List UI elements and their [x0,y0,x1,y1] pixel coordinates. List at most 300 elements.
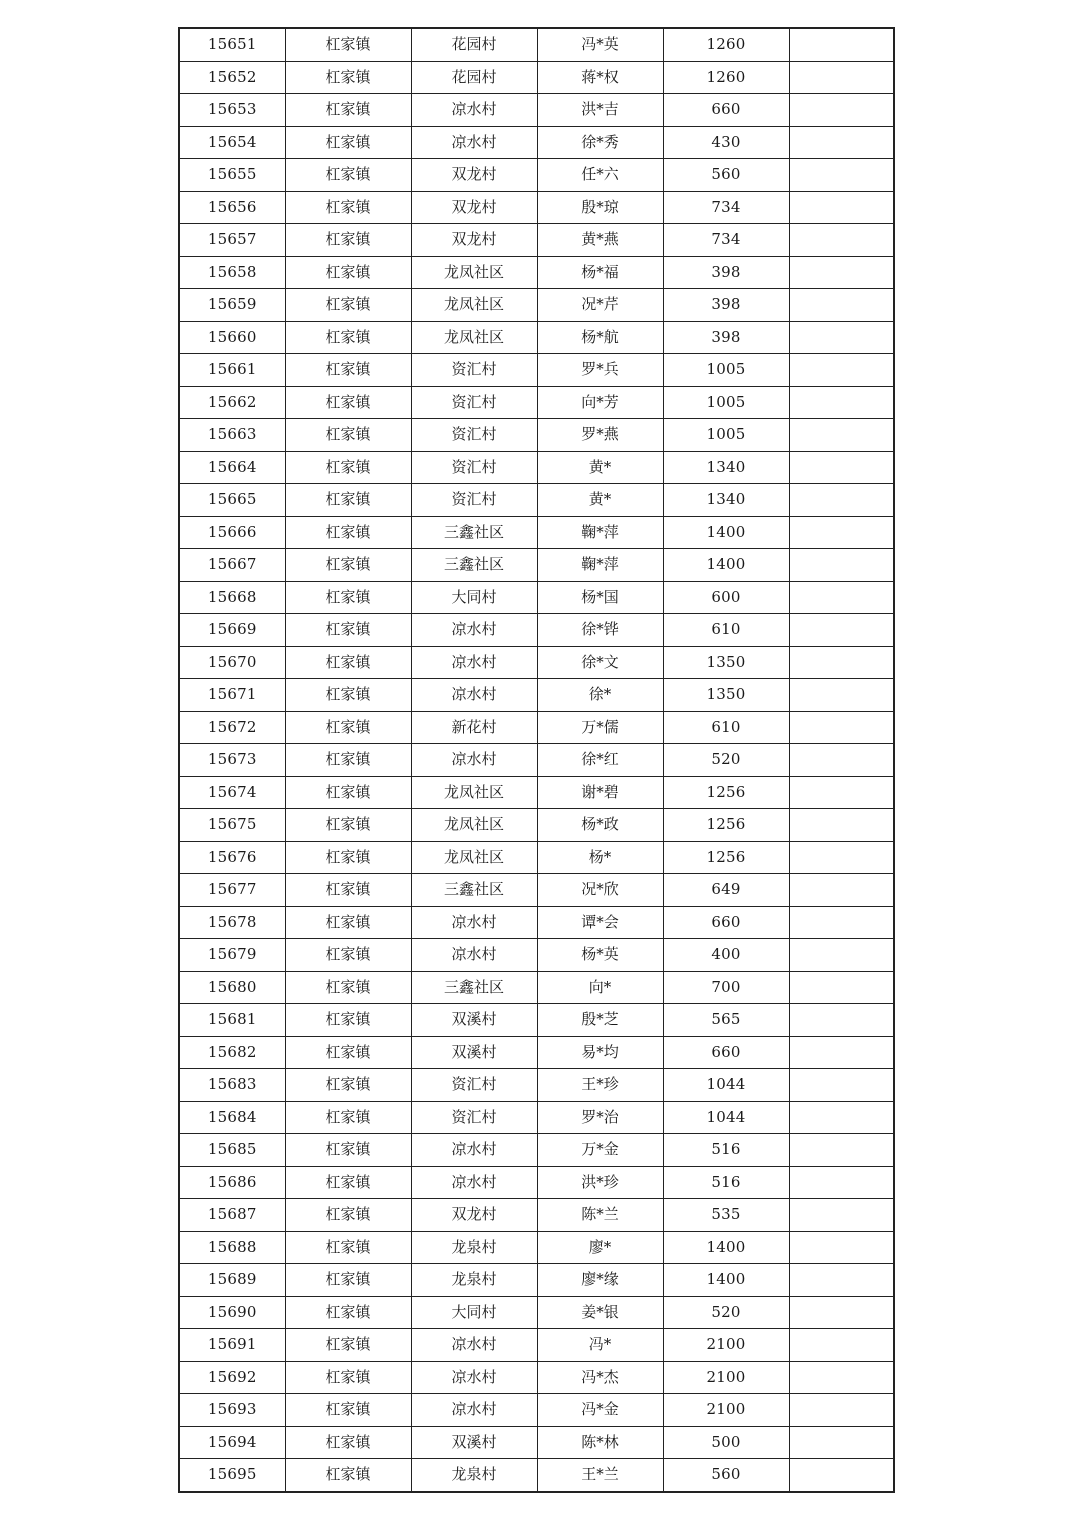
cell-amount: 1260 [663,28,789,61]
cell-remark [789,1361,894,1394]
cell-person-name: 杨*航 [537,321,663,354]
cell-serial-number: 15667 [179,549,285,582]
cell-town: 杠家镇 [285,776,411,809]
cell-serial-number: 15656 [179,191,285,224]
cell-amount: 2100 [663,1361,789,1394]
cell-village: 双龙村 [411,159,537,192]
cell-remark [789,1426,894,1459]
cell-amount: 520 [663,1296,789,1329]
cell-village: 龙凤社区 [411,256,537,289]
cell-town: 杠家镇 [285,1329,411,1362]
cell-town: 杠家镇 [285,126,411,159]
table-row [179,1036,894,1069]
table-row [179,1134,894,1167]
cell-person-name: 任*六 [537,159,663,192]
cell-village: 凉水村 [411,744,537,777]
cell-serial-number: 15692 [179,1361,285,1394]
cell-town: 杠家镇 [285,289,411,322]
cell-amount: 734 [663,191,789,224]
cell-serial-number: 15691 [179,1329,285,1362]
cell-village: 三鑫社区 [411,516,537,549]
cell-remark [789,1069,894,1102]
cell-remark [789,1101,894,1134]
cell-person-name: 徐*秀 [537,126,663,159]
subsidy-list-table [178,27,895,1493]
table-row [179,549,894,582]
cell-serial-number: 15662 [179,386,285,419]
cell-serial-number: 15693 [179,1394,285,1427]
cell-village: 凉水村 [411,939,537,972]
cell-remark [789,354,894,387]
cell-serial-number: 15677 [179,874,285,907]
cell-town: 杠家镇 [285,321,411,354]
table-row [179,1069,894,1102]
cell-amount: 516 [663,1166,789,1199]
table-row [179,28,894,61]
table-row [179,451,894,484]
cell-village: 龙泉村 [411,1231,537,1264]
cell-serial-number: 15682 [179,1036,285,1069]
cell-amount: 660 [663,1036,789,1069]
cell-amount: 660 [663,906,789,939]
cell-amount: 1256 [663,809,789,842]
cell-town: 杠家镇 [285,1361,411,1394]
cell-person-name: 陈*兰 [537,1199,663,1232]
cell-town: 杠家镇 [285,28,411,61]
cell-village: 凉水村 [411,906,537,939]
cell-amount: 1005 [663,419,789,452]
cell-person-name: 殷*芝 [537,1004,663,1037]
table-row [179,1004,894,1037]
cell-town: 杠家镇 [285,256,411,289]
cell-amount: 398 [663,289,789,322]
cell-town: 杠家镇 [285,971,411,1004]
cell-serial-number: 15684 [179,1101,285,1134]
cell-town: 杠家镇 [285,1264,411,1297]
cell-amount: 2100 [663,1329,789,1362]
cell-remark [789,61,894,94]
cell-serial-number: 15695 [179,1459,285,1492]
cell-person-name: 徐* [537,679,663,712]
cell-serial-number: 15653 [179,94,285,127]
cell-village: 凉水村 [411,126,537,159]
cell-remark [789,1459,894,1492]
cell-village: 凉水村 [411,1361,537,1394]
cell-town: 杠家镇 [285,1101,411,1134]
cell-village: 双龙村 [411,191,537,224]
cell-person-name: 罗*治 [537,1101,663,1134]
cell-person-name: 杨*国 [537,581,663,614]
table-row [179,1459,894,1492]
cell-village: 凉水村 [411,1134,537,1167]
table-row [179,874,894,907]
cell-village: 双溪村 [411,1426,537,1459]
table-row [179,841,894,874]
cell-amount: 610 [663,614,789,647]
table-row [179,971,894,1004]
cell-town: 杠家镇 [285,939,411,972]
cell-remark [789,646,894,679]
cell-person-name: 杨*福 [537,256,663,289]
table-row [179,94,894,127]
cell-town: 杠家镇 [285,1134,411,1167]
cell-serial-number: 15652 [179,61,285,94]
table-row [179,1231,894,1264]
cell-town: 杠家镇 [285,1069,411,1102]
cell-serial-number: 15683 [179,1069,285,1102]
cell-village: 资汇村 [411,354,537,387]
cell-town: 杠家镇 [285,484,411,517]
cell-remark [789,1199,894,1232]
cell-remark [789,1296,894,1329]
cell-amount: 1044 [663,1101,789,1134]
cell-town: 杠家镇 [285,744,411,777]
cell-village: 大同村 [411,581,537,614]
cell-person-name: 鞠*萍 [537,516,663,549]
cell-person-name: 鞠*萍 [537,549,663,582]
cell-person-name: 万*金 [537,1134,663,1167]
cell-remark [789,1134,894,1167]
table-row [179,419,894,452]
cell-town: 杠家镇 [285,191,411,224]
cell-village: 双溪村 [411,1004,537,1037]
table-row [179,711,894,744]
table-row [179,1329,894,1362]
cell-town: 杠家镇 [285,1231,411,1264]
cell-town: 杠家镇 [285,419,411,452]
cell-serial-number: 15666 [179,516,285,549]
cell-remark [789,744,894,777]
cell-serial-number: 15678 [179,906,285,939]
cell-remark [789,191,894,224]
cell-town: 杠家镇 [285,646,411,679]
cell-serial-number: 15673 [179,744,285,777]
cell-person-name: 黄*燕 [537,224,663,257]
cell-amount: 1256 [663,776,789,809]
cell-town: 杠家镇 [285,581,411,614]
cell-amount: 1044 [663,1069,789,1102]
cell-person-name: 王*珍 [537,1069,663,1102]
cell-remark [789,94,894,127]
cell-remark [789,28,894,61]
table-row [179,321,894,354]
cell-serial-number: 15680 [179,971,285,1004]
cell-person-name: 徐*红 [537,744,663,777]
cell-town: 杠家镇 [285,1296,411,1329]
cell-amount: 1400 [663,1264,789,1297]
table-row [179,516,894,549]
cell-village: 资汇村 [411,484,537,517]
cell-remark [789,809,894,842]
cell-serial-number: 15660 [179,321,285,354]
cell-village: 三鑫社区 [411,549,537,582]
cell-remark [789,224,894,257]
cell-amount: 1256 [663,841,789,874]
cell-amount: 520 [663,744,789,777]
cell-remark [789,614,894,647]
cell-amount: 1260 [663,61,789,94]
cell-remark [789,159,894,192]
table-row [179,224,894,257]
cell-town: 杠家镇 [285,451,411,484]
cell-amount: 1400 [663,549,789,582]
cell-amount: 1340 [663,451,789,484]
cell-town: 杠家镇 [285,679,411,712]
cell-serial-number: 15669 [179,614,285,647]
cell-amount: 1350 [663,679,789,712]
cell-remark [789,906,894,939]
cell-serial-number: 15679 [179,939,285,972]
cell-amount: 610 [663,711,789,744]
cell-town: 杠家镇 [285,159,411,192]
cell-village: 双龙村 [411,1199,537,1232]
cell-town: 杠家镇 [285,1166,411,1199]
cell-remark [789,1264,894,1297]
cell-serial-number: 15686 [179,1166,285,1199]
cell-village: 凉水村 [411,94,537,127]
table-row [179,939,894,972]
cell-town: 杠家镇 [285,1004,411,1037]
cell-village: 龙泉村 [411,1264,537,1297]
cell-amount: 430 [663,126,789,159]
cell-village: 三鑫社区 [411,971,537,1004]
cell-village: 凉水村 [411,1394,537,1427]
cell-serial-number: 15655 [179,159,285,192]
cell-town: 杠家镇 [285,841,411,874]
cell-person-name: 冯*杰 [537,1361,663,1394]
cell-person-name: 廖*缘 [537,1264,663,1297]
cell-village: 龙凤社区 [411,289,537,322]
table-row [179,386,894,419]
cell-remark [789,1394,894,1427]
cell-person-name: 杨* [537,841,663,874]
cell-person-name: 冯*金 [537,1394,663,1427]
cell-serial-number: 15671 [179,679,285,712]
cell-serial-number: 15657 [179,224,285,257]
table-row [179,776,894,809]
cell-remark [789,451,894,484]
cell-remark [789,549,894,582]
cell-serial-number: 15664 [179,451,285,484]
table-row [179,159,894,192]
cell-town: 杠家镇 [285,386,411,419]
cell-remark [789,581,894,614]
cell-village: 龙凤社区 [411,809,537,842]
cell-town: 杠家镇 [285,874,411,907]
cell-amount: 560 [663,1459,789,1492]
table-row [179,1394,894,1427]
cell-amount: 400 [663,939,789,972]
cell-serial-number: 15665 [179,484,285,517]
cell-person-name: 黄* [537,451,663,484]
cell-village: 新花村 [411,711,537,744]
cell-amount: 649 [663,874,789,907]
cell-village: 凉水村 [411,1166,537,1199]
table-row [179,484,894,517]
cell-remark [789,1166,894,1199]
cell-person-name: 况*芹 [537,289,663,322]
cell-amount: 500 [663,1426,789,1459]
table-row [179,614,894,647]
cell-village: 双龙村 [411,224,537,257]
cell-village: 花园村 [411,61,537,94]
cell-town: 杠家镇 [285,516,411,549]
cell-person-name: 洪*珍 [537,1166,663,1199]
table-row [179,61,894,94]
cell-village: 资汇村 [411,1069,537,1102]
cell-serial-number: 15654 [179,126,285,159]
table-row [179,809,894,842]
cell-person-name: 徐*文 [537,646,663,679]
cell-village: 资汇村 [411,1101,537,1134]
cell-village: 大同村 [411,1296,537,1329]
cell-amount: 1005 [663,354,789,387]
cell-person-name: 向* [537,971,663,1004]
cell-village: 龙凤社区 [411,321,537,354]
cell-remark [789,776,894,809]
cell-remark [789,516,894,549]
cell-person-name: 向*芳 [537,386,663,419]
cell-town: 杠家镇 [285,1459,411,1492]
cell-serial-number: 15688 [179,1231,285,1264]
cell-serial-number: 15681 [179,1004,285,1037]
cell-amount: 565 [663,1004,789,1037]
cell-town: 杠家镇 [285,94,411,127]
cell-person-name: 易*均 [537,1036,663,1069]
cell-serial-number: 15685 [179,1134,285,1167]
cell-serial-number: 15659 [179,289,285,322]
cell-town: 杠家镇 [285,1426,411,1459]
cell-person-name: 杨*政 [537,809,663,842]
cell-remark [789,711,894,744]
cell-person-name: 况*欣 [537,874,663,907]
cell-serial-number: 15689 [179,1264,285,1297]
cell-person-name: 谭*会 [537,906,663,939]
cell-village: 凉水村 [411,646,537,679]
table-row [179,1426,894,1459]
cell-amount: 700 [663,971,789,1004]
cell-amount: 560 [663,159,789,192]
cell-amount: 398 [663,256,789,289]
cell-person-name: 王*兰 [537,1459,663,1492]
cell-town: 杠家镇 [285,1199,411,1232]
table-row [179,354,894,387]
cell-amount: 398 [663,321,789,354]
table-row [179,256,894,289]
cell-village: 凉水村 [411,614,537,647]
cell-person-name: 杨*英 [537,939,663,972]
table-row [179,1101,894,1134]
table-row [179,646,894,679]
cell-serial-number: 15687 [179,1199,285,1232]
cell-remark [789,1036,894,1069]
table-row [179,1166,894,1199]
cell-town: 杠家镇 [285,1394,411,1427]
table-row [179,1264,894,1297]
cell-village: 凉水村 [411,679,537,712]
cell-town: 杠家镇 [285,1036,411,1069]
cell-amount: 660 [663,94,789,127]
cell-remark [789,256,894,289]
cell-remark [789,289,894,322]
cell-amount: 2100 [663,1394,789,1427]
table-row [179,906,894,939]
cell-remark [789,939,894,972]
document-table-container [178,27,895,1493]
cell-village: 龙泉村 [411,1459,537,1492]
cell-serial-number: 15668 [179,581,285,614]
cell-remark [789,841,894,874]
cell-person-name: 冯* [537,1329,663,1362]
table-row [179,1361,894,1394]
cell-remark [789,1231,894,1264]
cell-serial-number: 15675 [179,809,285,842]
cell-town: 杠家镇 [285,549,411,582]
cell-town: 杠家镇 [285,224,411,257]
cell-amount: 1005 [663,386,789,419]
cell-village: 龙凤社区 [411,841,537,874]
cell-village: 三鑫社区 [411,874,537,907]
cell-village: 花园村 [411,28,537,61]
cell-person-name: 陈*林 [537,1426,663,1459]
cell-serial-number: 15674 [179,776,285,809]
cell-remark [789,126,894,159]
table-row [179,126,894,159]
table-row [179,679,894,712]
cell-town: 杠家镇 [285,614,411,647]
cell-remark [789,679,894,712]
table-row [179,289,894,322]
cell-village: 双溪村 [411,1036,537,1069]
cell-town: 杠家镇 [285,809,411,842]
cell-person-name: 罗*燕 [537,419,663,452]
cell-serial-number: 15676 [179,841,285,874]
cell-serial-number: 15690 [179,1296,285,1329]
cell-amount: 1400 [663,516,789,549]
cell-remark [789,874,894,907]
cell-person-name: 蒋*权 [537,61,663,94]
cell-amount: 734 [663,224,789,257]
cell-town: 杠家镇 [285,354,411,387]
cell-person-name: 廖* [537,1231,663,1264]
cell-person-name: 谢*碧 [537,776,663,809]
cell-remark [789,971,894,1004]
cell-village: 龙凤社区 [411,776,537,809]
cell-serial-number: 15670 [179,646,285,679]
cell-remark [789,419,894,452]
cell-person-name: 洪*吉 [537,94,663,127]
cell-serial-number: 15651 [179,28,285,61]
cell-amount: 535 [663,1199,789,1232]
table-row [179,1199,894,1232]
cell-amount: 1400 [663,1231,789,1264]
cell-person-name: 罗*兵 [537,354,663,387]
table-row [179,191,894,224]
cell-amount: 1340 [663,484,789,517]
table-row [179,744,894,777]
cell-serial-number: 15694 [179,1426,285,1459]
cell-person-name: 万*儒 [537,711,663,744]
cell-serial-number: 15663 [179,419,285,452]
cell-village: 资汇村 [411,386,537,419]
cell-town: 杠家镇 [285,711,411,744]
cell-remark [789,386,894,419]
cell-amount: 600 [663,581,789,614]
table-body [179,28,894,1492]
cell-town: 杠家镇 [285,906,411,939]
cell-town: 杠家镇 [285,61,411,94]
table-row [179,1296,894,1329]
